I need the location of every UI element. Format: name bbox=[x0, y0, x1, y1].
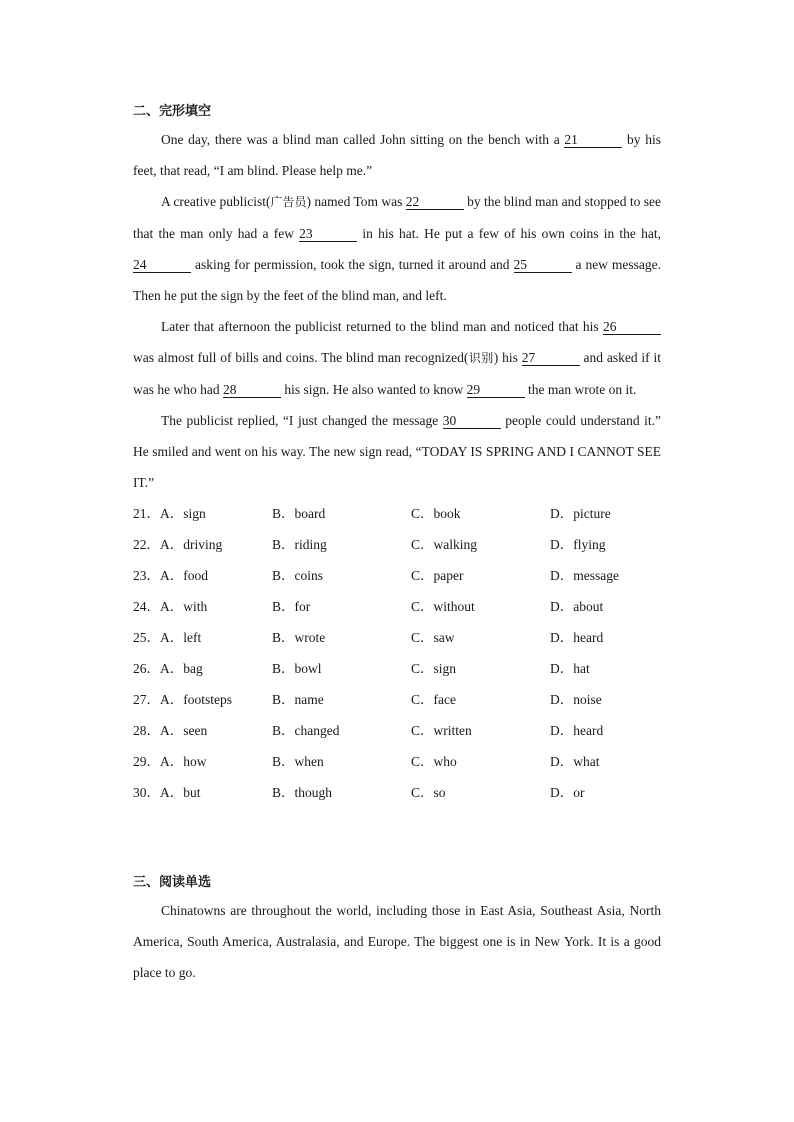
option-d: D．or bbox=[550, 785, 585, 800]
option-a bbox=[133, 653, 272, 684]
cloze-paragraph-4 bbox=[133, 405, 661, 498]
option-b: B．for bbox=[272, 599, 311, 614]
option-d: D．picture bbox=[550, 506, 611, 521]
option-c: C．walking bbox=[411, 537, 477, 552]
option-a-text: A．footsteps bbox=[160, 692, 232, 707]
option-a bbox=[133, 560, 272, 591]
section-spacer bbox=[133, 808, 661, 871]
question-row bbox=[133, 529, 661, 560]
text: a new message. Then he put the sign by the feet of the blind man, and left. bbox=[133, 257, 662, 303]
option-a-text: A．seen bbox=[160, 723, 208, 738]
blank-21: 21 bbox=[564, 133, 622, 148]
option-a-text: A．with bbox=[160, 599, 208, 614]
question-number: 21． bbox=[133, 506, 160, 521]
option-c: C．face bbox=[411, 692, 456, 707]
option-b: B．changed bbox=[272, 723, 340, 738]
option-b: B．wrote bbox=[272, 630, 326, 645]
option-c: C．written bbox=[411, 723, 472, 738]
option-a-text: A．but bbox=[160, 785, 201, 800]
text: in his hat. He put a few of his own coins in the hat, bbox=[357, 226, 662, 241]
question-number: 25． bbox=[133, 630, 160, 645]
option-a bbox=[133, 684, 272, 715]
text: asking for permission, took the sign, turned it around and bbox=[191, 257, 514, 272]
options-list bbox=[133, 498, 661, 808]
exam-page bbox=[133, 100, 661, 988]
option-b: B．coins bbox=[272, 568, 324, 583]
option-c: C．sign bbox=[411, 661, 457, 676]
cloze-paragraph-3 bbox=[133, 311, 661, 405]
text: people could understand it.” He smiled and went on his way. The new sign read, “TODAY IS SPRING AND I CANNOT SEE IT.” bbox=[133, 413, 661, 490]
question-row bbox=[133, 746, 661, 777]
option-c: C．without bbox=[411, 599, 475, 614]
text: and asked if it was he who had bbox=[133, 350, 661, 397]
blank-30: 30 bbox=[443, 414, 501, 429]
option-d: D．noise bbox=[550, 692, 602, 707]
question-number: 28． bbox=[133, 723, 160, 738]
option-a-text: A．driving bbox=[160, 537, 223, 552]
question-number: 22． bbox=[133, 537, 160, 552]
text: A creative publicist( bbox=[161, 194, 271, 209]
question-row bbox=[133, 653, 661, 684]
option-a-text: A．sign bbox=[160, 506, 206, 521]
question-number: 29． bbox=[133, 754, 160, 769]
question-row bbox=[133, 560, 661, 591]
option-a bbox=[133, 746, 272, 777]
section-2-title: 二、完形填空 bbox=[133, 104, 212, 119]
option-a-text: A．bag bbox=[160, 661, 203, 676]
option-b: B．riding bbox=[272, 537, 327, 552]
option-d: D．hat bbox=[550, 661, 590, 676]
question-number: 24． bbox=[133, 599, 160, 614]
text: was almost full of bills and coins. The blind man recognized( bbox=[133, 350, 469, 365]
blank-25: 25 bbox=[514, 258, 572, 273]
option-c: C．so bbox=[411, 785, 446, 800]
gloss-text: 识别 bbox=[468, 351, 494, 365]
question-number: 30． bbox=[133, 785, 160, 800]
option-c: C．saw bbox=[411, 630, 455, 645]
question-row bbox=[133, 684, 661, 715]
option-a bbox=[133, 529, 272, 560]
option-a bbox=[133, 591, 272, 622]
blank-29: 29 bbox=[467, 383, 525, 398]
question-row bbox=[133, 498, 661, 529]
option-b: B．board bbox=[272, 506, 326, 521]
text: ) named Tom was bbox=[306, 194, 406, 209]
text: his sign. He also wanted to know bbox=[280, 382, 467, 397]
cloze-paragraph-1 bbox=[133, 124, 661, 186]
question-row bbox=[133, 777, 661, 808]
blank-26: 26 bbox=[603, 320, 661, 335]
option-a-text: A．how bbox=[160, 754, 207, 769]
option-a bbox=[133, 498, 272, 529]
blank-27: 27 bbox=[522, 351, 580, 366]
text: The publicist replied, “I just changed the message bbox=[161, 413, 443, 428]
option-b: B．though bbox=[272, 785, 333, 800]
option-a bbox=[133, 715, 272, 746]
option-a-text: A．left bbox=[160, 630, 202, 645]
question-number: 26． bbox=[133, 661, 160, 676]
text: One day, there was a blind man called John sitting on the bench with a bbox=[161, 132, 565, 147]
option-d: D．heard bbox=[550, 723, 604, 738]
text: Later that afternoon the publicist returned to the blind man and noticed that his bbox=[161, 319, 603, 334]
text: by the blind man and stopped to see that the man only had a few bbox=[133, 194, 661, 241]
blank-24: 24 bbox=[133, 258, 191, 273]
gloss-text: 广告员 bbox=[270, 195, 307, 209]
option-c: C．who bbox=[411, 754, 457, 769]
option-d: D．what bbox=[550, 754, 600, 769]
blank-28: 28 bbox=[223, 383, 281, 398]
option-d: D．message bbox=[550, 568, 619, 583]
option-c: C．book bbox=[411, 506, 461, 521]
option-a bbox=[133, 777, 272, 808]
option-d: D．heard bbox=[550, 630, 604, 645]
text: by his feet, that read, “I am blind. Please help me.” bbox=[133, 132, 661, 178]
question-number: 23． bbox=[133, 568, 160, 583]
blank-23: 23 bbox=[299, 227, 357, 242]
question-row bbox=[133, 591, 661, 622]
text: ) his bbox=[493, 350, 522, 365]
cloze-paragraph-2 bbox=[133, 186, 661, 311]
option-a bbox=[133, 622, 272, 653]
text: the man wrote on it. bbox=[524, 382, 637, 397]
option-d: D．about bbox=[550, 599, 604, 614]
section-3-title: 三、阅读单选 bbox=[133, 875, 212, 890]
option-c: C．paper bbox=[411, 568, 464, 583]
option-d: D．flying bbox=[550, 537, 606, 552]
question-number: 27． bbox=[133, 692, 160, 707]
option-b: B．name bbox=[272, 692, 324, 707]
blank-22: 22 bbox=[406, 195, 464, 210]
question-row bbox=[133, 622, 661, 653]
option-b: B．when bbox=[272, 754, 324, 769]
reading-paragraph-1: Chinatowns are throughout the world, including those in East Asia, Southeast Asia, North America, South America, Australasia, and Europe. The biggest one is in New York. It is a good place to go. bbox=[133, 903, 661, 980]
question-row bbox=[133, 715, 661, 746]
option-a-text: A．food bbox=[160, 568, 208, 583]
option-b: B．bowl bbox=[272, 661, 322, 676]
